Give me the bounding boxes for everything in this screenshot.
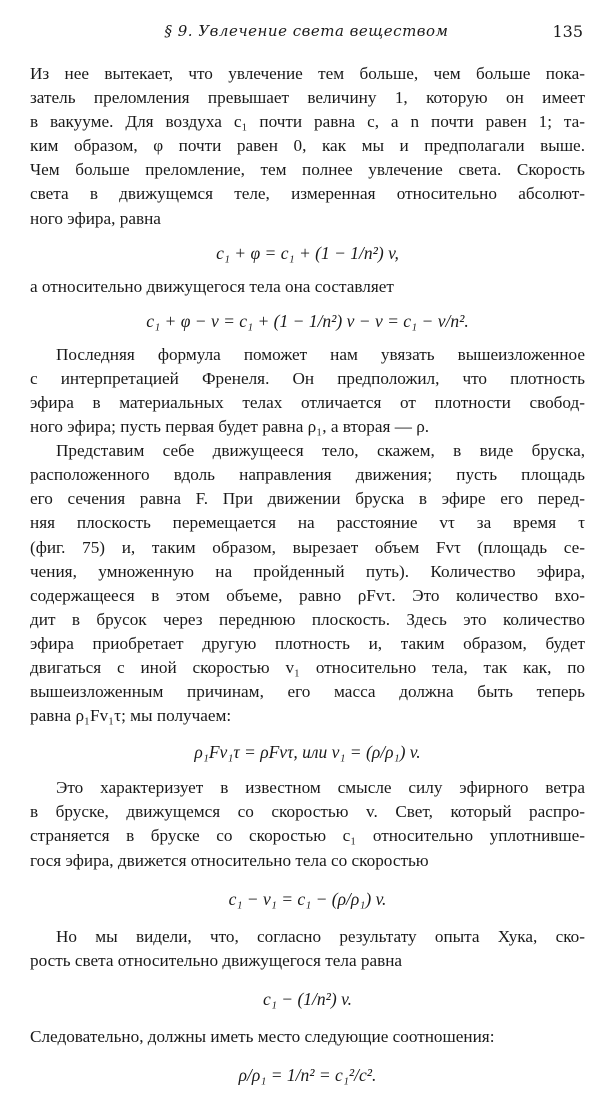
text-line: Чем больше преломление, тем полнее увлечение света. Скорость xyxy=(30,160,585,180)
text-line: эфира приобретает другую плотность и, таким образом, будет xyxy=(30,633,585,653)
text-line: содержащееся в этом объеме, равно ρFvτ. Это количество вхо- xyxy=(30,585,585,605)
text-line: в бруске, движущемся со скоростью v. Свет, который распро- xyxy=(30,802,585,822)
paragraph-7 xyxy=(30,1025,585,1049)
text-line: расположенного вдоль направления движения; пусть площадь xyxy=(30,465,585,485)
text-line: света в движущемся теле, измеренная относительно абсолют- xyxy=(30,184,585,204)
text-line: чения, умноженную на пройденный путь). Количество эфира, xyxy=(30,561,585,581)
text-line: а относительно движущегося тела она составляет xyxy=(30,276,394,296)
text-line: страняется в бруске со скоростью c₁ относительно уплотнивше- xyxy=(30,826,585,846)
text-line: ного эфира; пусть первая будет равна ρ₁, а вторая — ρ. xyxy=(30,417,430,437)
formula-6: ρ/ρ₁ = 1/n² = c₁²/c². xyxy=(238,1064,377,1085)
text-line: в вакууме. Для воздуха c₁ почти равна c, а n почти равен 1; та- xyxy=(30,112,585,132)
paragraph-1 xyxy=(30,62,585,231)
text-line: вышеизложенным причинам, его масса должна быть теперь xyxy=(30,682,585,702)
paragraph-5 xyxy=(30,776,585,872)
text-line: Последняя формула поможет нам увязать вышеизложенное xyxy=(56,344,585,364)
running-header xyxy=(0,22,613,50)
text-line: Представим себе движущееся тело, скажем, в виде бруска, xyxy=(56,441,585,461)
paragraph-4 xyxy=(30,439,585,728)
paragraph-3 xyxy=(30,343,585,439)
text-line: двигаться с иной скоростью v₁ относительно тела, так как, по xyxy=(30,657,585,677)
text-line: (фиг. 75) и, таким образом, вырезает объем Fvτ (площадь се- xyxy=(30,537,585,557)
paragraph-2 xyxy=(30,275,585,299)
page-number: 135 xyxy=(552,22,583,41)
text-line: гося эфира, движется относительно тела со скоростью xyxy=(30,850,429,870)
text-line: с интерпретацией Френеля. Он предположил, что плотность xyxy=(30,368,585,388)
text-line: Это характеризует в известном смысле силу эфирного ветра xyxy=(56,778,585,798)
formula-1: c₁ + φ = c₁ + (1 − 1/n²) v, xyxy=(216,242,399,263)
text-line: ного эфира, равна xyxy=(30,208,161,228)
text-line: равна ρ₁Fv₁τ; мы получаем: xyxy=(30,706,232,726)
text-line: затель преломления превышает величину 1, которую он имеет xyxy=(30,88,585,108)
text-line: Но мы видели, что, согласно результату опыта Хука, ско- xyxy=(56,926,585,946)
text-line: рость света относительно движущегося тела равна xyxy=(30,950,403,970)
body-text xyxy=(30,62,585,1101)
formula-4: c₁ − v₁ = c₁ − (ρ/ρ₁) v. xyxy=(228,888,387,909)
text-line: Из нее вытекает, что увлечение тем больше, чем больше пока- xyxy=(30,64,585,83)
text-line: дит в брусок через переднюю плоскость. Здесь это количество xyxy=(30,609,585,629)
formula-5: c₁ − (1/n²) v. xyxy=(263,988,352,1009)
text-line: Следовательно, должны иметь место следующие соотношения: xyxy=(30,1026,495,1046)
section-title: § 9. Увлечение света веществом xyxy=(164,22,449,40)
paragraph-6 xyxy=(30,925,585,973)
text-line: эфира в материальных телах отличается от плотности свобод- xyxy=(30,392,585,412)
formula-2: c₁ + φ − v = c₁ + (1 − 1/n²) v − v = c₁ − v/n². xyxy=(146,310,469,331)
formula-3: ρ₁Fv₁τ = ρFvτ, или v₁ = (ρ/ρ₁) v. xyxy=(194,742,421,763)
text-line: его сечения равна F. При движении бруска в эфире его перед- xyxy=(30,489,585,509)
text-line: няя плоскость перемещается на расстояние vτ за время τ xyxy=(30,513,585,533)
text-line: ким образом, φ почти равен 0, как мы и предполагали выше. xyxy=(30,136,585,156)
